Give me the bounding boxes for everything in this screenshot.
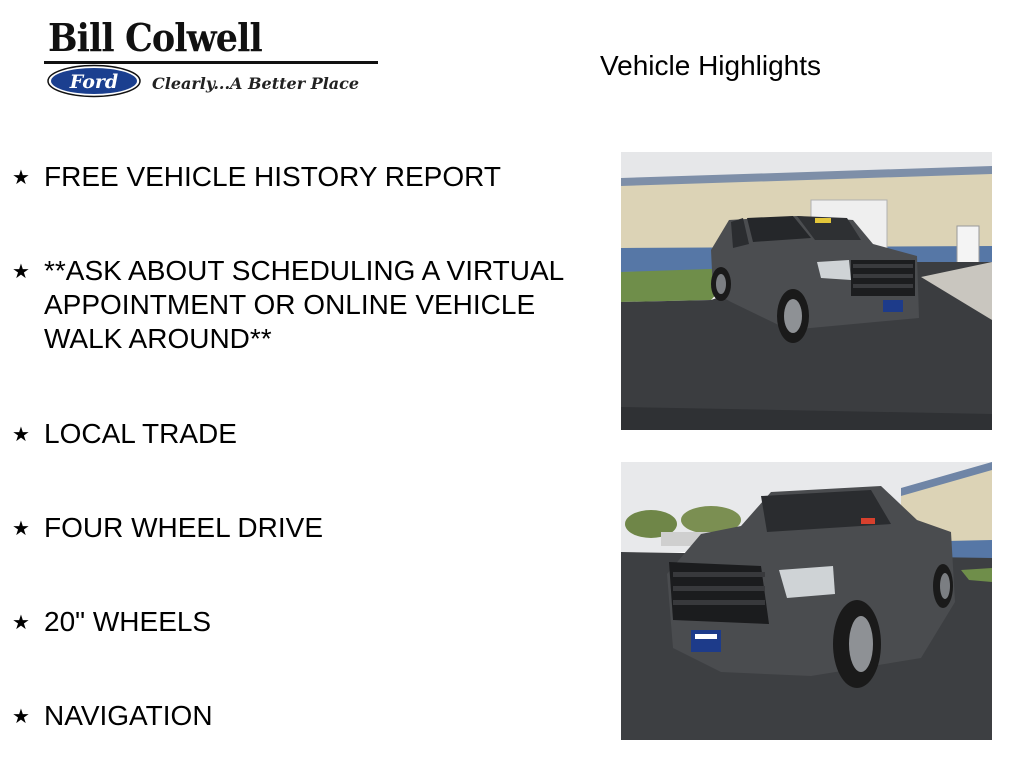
vehicle-photo-front-three-quarter [621, 152, 992, 430]
dealer-name: Bill Colwell [48, 15, 262, 60]
highlight-label: FOUR WHEEL DRIVE [44, 512, 323, 543]
vehicle-photo-front-close [621, 462, 992, 740]
highlight-label: **ASK ABOUT SCHEDULING A VIRTUAL APPOINTMENT OR ONLINE VEHICLE WALK AROUND** [44, 255, 564, 354]
star-icon: ★ [12, 259, 30, 283]
ford-oval-text: Ford [69, 71, 119, 93]
highlight-item [12, 160, 582, 194]
highlight-item [12, 254, 582, 356]
dealer-tagline: Clearly...A Better Place [152, 74, 360, 93]
star-icon: ★ [12, 422, 30, 446]
highlight-label: LOCAL TRADE [44, 418, 237, 449]
highlight-label: NAVIGATION [44, 700, 213, 731]
star-icon: ★ [12, 165, 30, 189]
highlight-item [12, 417, 582, 451]
page-title: Vehicle Highlights [600, 50, 822, 81]
highlight-item [12, 511, 582, 545]
star-icon: ★ [12, 516, 30, 540]
highlight-item [12, 605, 582, 639]
star-icon: ★ [12, 704, 30, 728]
highlight-label: FREE VEHICLE HISTORY REPORT [44, 161, 501, 192]
star-icon: ★ [12, 610, 30, 634]
highlight-item [12, 699, 582, 733]
highlight-label: 20" WHEELS [44, 606, 212, 637]
dealer-logo [44, 16, 384, 102]
ford-oval-logo-icon [46, 64, 142, 98]
